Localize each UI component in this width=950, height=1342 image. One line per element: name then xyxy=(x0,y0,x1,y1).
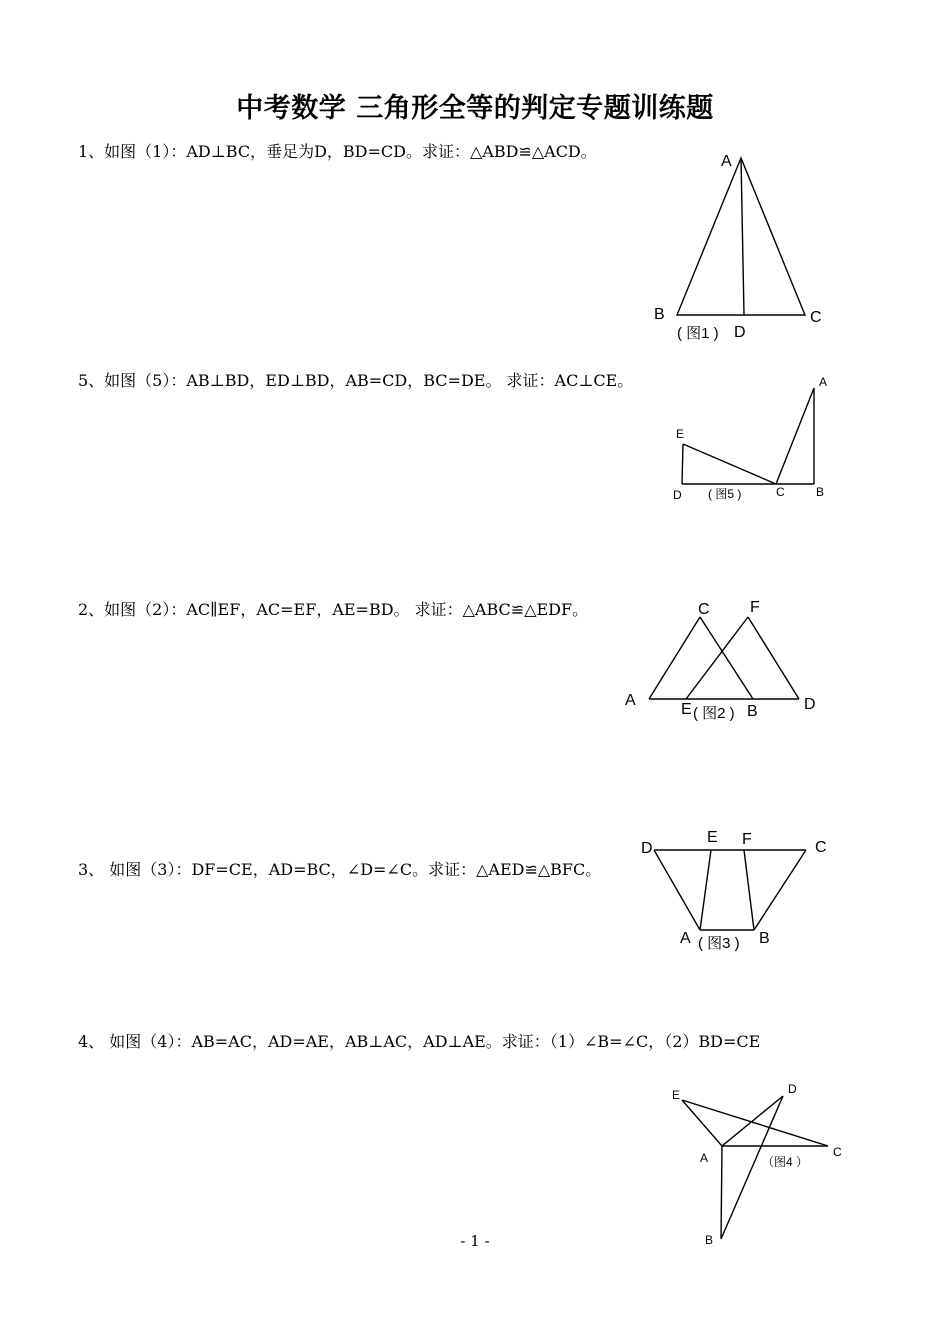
segment-ec xyxy=(682,1100,828,1146)
figure-2 xyxy=(620,597,830,727)
page-number: - 1 - xyxy=(460,1232,490,1250)
label-a: A xyxy=(721,153,732,170)
segment-ec xyxy=(683,444,776,484)
label-a: A xyxy=(819,375,828,389)
label-c: C xyxy=(815,839,827,856)
figure-caption: ( 图1 ) xyxy=(677,325,719,342)
figure-5 xyxy=(670,372,840,507)
segment-ed xyxy=(682,444,683,484)
figure-1 xyxy=(640,150,840,345)
label-e: E xyxy=(707,829,718,846)
segment-cb xyxy=(700,617,753,699)
label-e: E xyxy=(676,427,685,441)
problem-1-text: 1、如图（1）：AD⊥BC，垂足为D，BD=CD。求证：△ABD≌△ACD。 xyxy=(78,142,597,161)
segment-bf xyxy=(744,850,754,930)
segment-ae xyxy=(700,850,711,930)
figure-caption: ( 图5 ) xyxy=(708,487,742,501)
label-a: A xyxy=(680,930,691,947)
problem-4-text: 4、 如图（4）：AB=AC，AD=AE，AB⊥AC，AD⊥AE。求证：（1）∠B=∠C，（2）BD=CE xyxy=(78,1032,761,1051)
segment-da xyxy=(654,850,700,930)
label-f: F xyxy=(750,599,760,616)
problem-3-text: 3、 如图（3）：DF=CE，AD=BC，∠D=∠C。求证：△AED≌△BFC。 xyxy=(78,860,602,879)
figure-4 xyxy=(660,1075,850,1250)
problem-2-text: 2、如图（2）：AC∥EF，AC=EF，AE=BD。 求证：△ABC≌△EDF。 xyxy=(78,600,589,619)
segment-fd xyxy=(748,617,799,699)
figure-caption: （图4 ） xyxy=(762,1155,809,1169)
altitude-ad xyxy=(741,158,744,315)
segment-ef xyxy=(686,617,748,699)
label-b: B xyxy=(654,306,665,323)
label-c: C xyxy=(810,309,822,326)
label-a: A xyxy=(625,692,636,709)
label-b: B xyxy=(747,703,758,720)
label-c: C xyxy=(833,1145,842,1159)
segment-ca xyxy=(776,388,814,484)
label-e: E xyxy=(672,1088,681,1102)
figure-caption: ( 图2 ) xyxy=(693,705,735,722)
label-d: D xyxy=(673,488,682,502)
segment-bc xyxy=(754,850,806,930)
label-a: A xyxy=(700,1151,709,1165)
figure-caption: ( 图3 ) xyxy=(698,935,740,952)
label-c: C xyxy=(698,601,710,618)
label-c: C xyxy=(776,485,785,499)
segment-ab xyxy=(721,1146,722,1239)
figure-3 xyxy=(630,825,835,955)
label-e: E xyxy=(681,701,692,718)
segment-ac xyxy=(649,617,700,699)
label-b: B xyxy=(705,1233,714,1247)
page-title: 中考数学 三角形全等的判定专题训练题 xyxy=(236,93,714,124)
segment-ad xyxy=(722,1096,783,1146)
label-f: F xyxy=(742,831,752,848)
problem-5-text: 5、如图（5）：AB⊥BD，ED⊥BD，AB=CD，BC=DE。 求证：AC⊥CE。 xyxy=(78,371,634,390)
label-d: D xyxy=(641,840,653,857)
label-d: D xyxy=(734,324,746,341)
label-b: B xyxy=(816,485,825,499)
label-d: D xyxy=(804,696,816,713)
label-b: B xyxy=(759,930,770,947)
label-d: D xyxy=(788,1082,797,1096)
